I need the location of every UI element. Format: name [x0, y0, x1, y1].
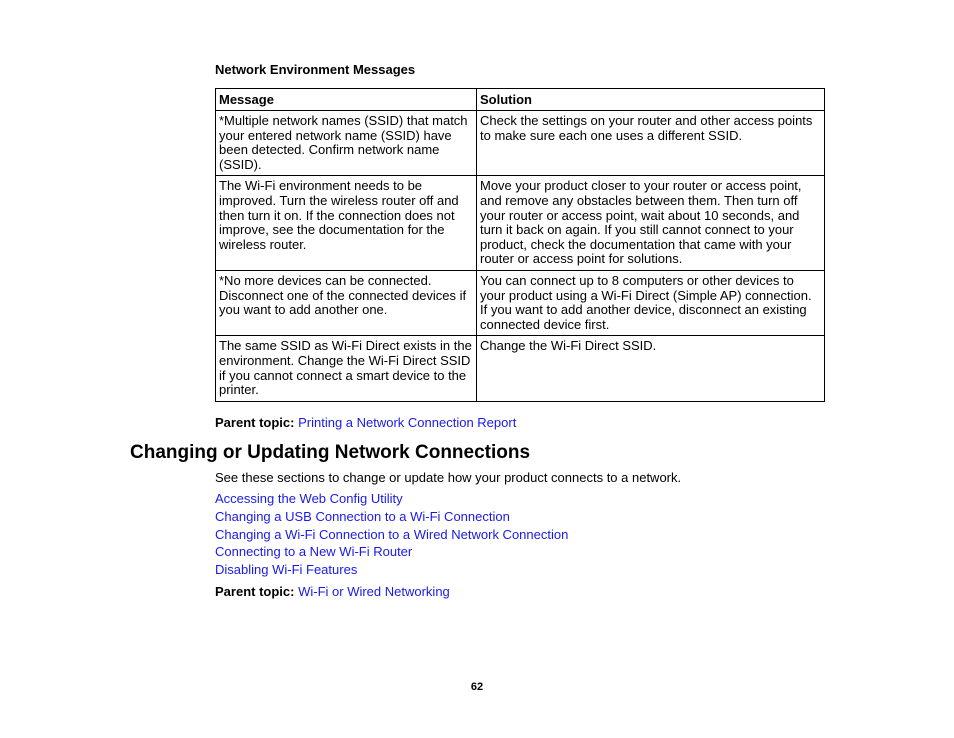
list-item — [215, 509, 568, 527]
link-disable-wifi[interactable]: Disabling Wi-Fi Features — [215, 562, 358, 578]
table-row — [216, 336, 825, 401]
link-new-router[interactable]: Connecting to a New Wi-Fi Router — [215, 544, 413, 560]
list-item — [215, 527, 568, 545]
page-heading: Changing or Updating Network Connections — [130, 442, 531, 463]
message-cell: *No more devices can be connected. Disconnect one of the connected devices if you want to add another one. — [216, 270, 477, 335]
message-cell: The same SSID as Wi-Fi Direct exists in the environment. Change the Wi-Fi Direct SSID if you cannot connect a smart device to the printer. — [216, 336, 477, 401]
intro-text: See these sections to change or update how your product connects to a network. — [215, 470, 682, 485]
list-item — [215, 562, 568, 580]
table-row — [216, 176, 825, 271]
topic-link-list — [215, 491, 568, 580]
table-row — [216, 270, 825, 335]
column-header-message: Message — [216, 89, 477, 111]
parent-topic-link[interactable]: Printing a Network Connection Report — [298, 415, 517, 430]
link-web-config[interactable]: Accessing the Web Config Utility — [215, 491, 403, 506]
link-usb-to-wifi[interactable]: Changing a USB Connection to a Wi-Fi Connection — [215, 508, 510, 524]
message-cell: The Wi-Fi environment needs to be improved. Turn the wireless router off and then turn it on. If the connection does not improve, see the documentation for the wireless router. — [216, 176, 477, 271]
column-header-solution: Solution — [477, 89, 825, 111]
page-number: 62 — [470, 681, 484, 693]
parent-topic — [215, 415, 516, 430]
solution-cell: Change the Wi-Fi Direct SSID. — [477, 336, 825, 401]
parent-topic-link[interactable]: Wi-Fi or Wired Networking — [298, 584, 450, 599]
network-messages-table — [215, 88, 825, 402]
table-row — [216, 111, 825, 176]
solution-cell: Move your product closer to your router or access point, and remove any obstacles between them. Then turn off your router or access point, wait about 10 seconds, and turn it back on again. If you still cannot connect to your product, check the documentation that came with your router or access point for solutions. — [477, 176, 825, 271]
solution-cell: You can connect up to 8 computers or other devices to your product using a Wi-Fi Direct (Simple AP) connection. If you want to add another device, disconnect an existing connected device first. — [477, 270, 825, 335]
link-wifi-to-wired[interactable]: Changing a Wi-Fi Connection to a Wired Network Connection — [215, 526, 569, 542]
list-item — [215, 544, 568, 562]
table-header-row — [216, 89, 825, 111]
message-cell: *Multiple network names (SSID) that match your entered network name (SSID) have been detected. Confirm network name (SSID). — [216, 111, 477, 176]
parent-topic-label: Parent topic: — [215, 415, 295, 430]
section-title: Network Environment Messages — [215, 62, 416, 77]
list-item — [215, 491, 568, 509]
solution-cell: Check the settings on your router and other access points to make sure each one uses a different SSID. — [477, 111, 825, 176]
parent-topic — [215, 584, 450, 599]
parent-topic-label: Parent topic: — [215, 584, 295, 599]
